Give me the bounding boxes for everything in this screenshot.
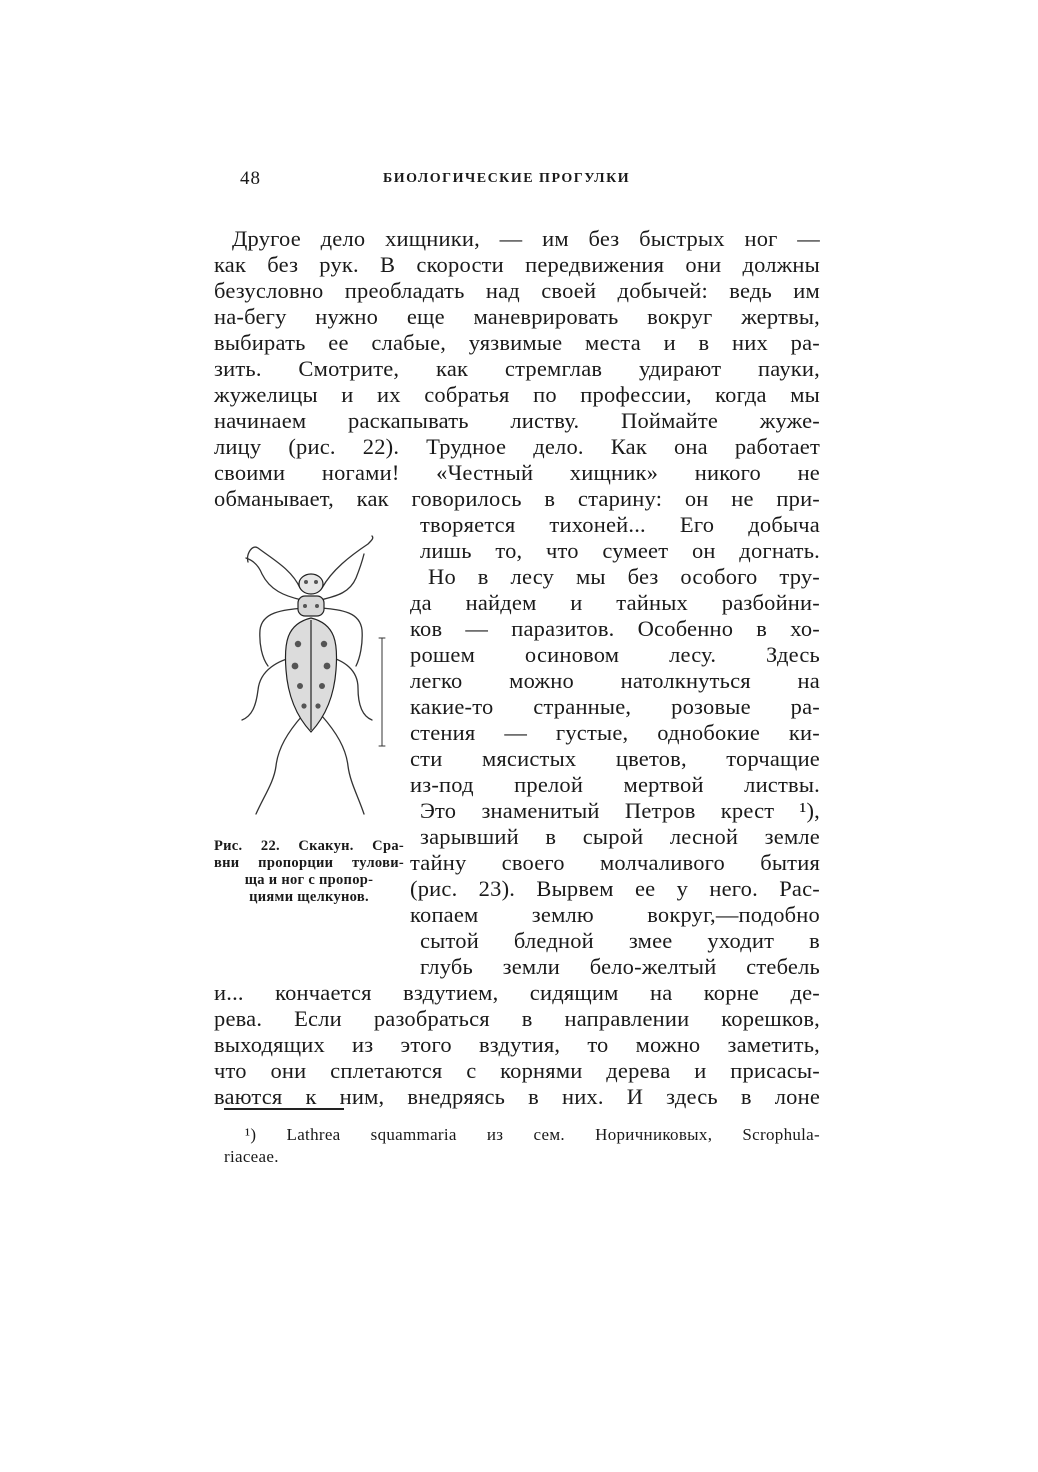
text-line: какие-то странные, розовые ра- (410, 694, 820, 719)
text-line: начинаем раскапывать листву. Поймайте жуже- (214, 408, 820, 433)
text-line: на-бегу нужно еще маневрировать вокруг жертвы, (214, 304, 820, 329)
text-line: и... кончается вздутием, сидящим на корне де- (214, 980, 820, 1005)
page-header (240, 168, 806, 192)
text-line: рева. Если разобраться в направлении корешков, (214, 1006, 820, 1031)
footnote-line: ¹) Lathrea squammaria из сем. Норичниковых, Scrophula- (245, 1125, 820, 1144)
page-number: 48 (240, 168, 261, 189)
text-line: да найдем и тайных разбойни- (410, 590, 820, 615)
text-line: зарывший в сырой лесной земле (420, 824, 820, 849)
text-line: стения — густые, однобокие ки- (410, 720, 820, 745)
caption-line: Рис. 22. Скакун. Сра- (214, 838, 404, 854)
caption-line: вни пропорции тулови- (214, 855, 404, 871)
figure-caption (214, 838, 404, 906)
text-line: творяется тихоней... Его добыча (420, 512, 820, 537)
text-line: своими ногами! «Честный хищник» никого не (214, 460, 820, 485)
text-line: рошем осиновом лесу. Здесь (410, 642, 820, 667)
text-line: ков — паразитов. Особенно в хо- (410, 616, 820, 641)
text-line: сти мясистых цветов, торчащие (410, 746, 820, 771)
footnote-rule (224, 1108, 344, 1110)
footnote (224, 1124, 820, 1168)
text-line: что они сплетаются с корнями дерева и присасы- (214, 1058, 820, 1083)
text-line: легко можно натолкнуться на (410, 668, 820, 693)
caption-line: ща и ног с пропор- (244, 872, 374, 888)
text-line: Это знаменитый Петров крест ¹), (420, 798, 820, 823)
text-line: Другое дело хищники, — им без быстрых ног — (232, 226, 820, 251)
text-line: сытой бледной змее уходит в (420, 928, 820, 953)
text-line: ваются к ним, внедряясь в них. И здесь в лоне (214, 1084, 820, 1109)
text-line: лицу (рис. 22). Трудное дело. Как она работает (214, 434, 820, 459)
text-line: выбирать ее слабые, уязвимые места и в них ра- (214, 330, 820, 355)
running-title: БИОЛОГИЧЕСКИЕ ПРОГУЛКИ (383, 171, 631, 186)
text-line: как без рук. В скорости передвижения они должны (214, 252, 820, 277)
text-line: копаем землю вокруг,—подобно (410, 902, 820, 927)
text-line: выходящих из этого вздутия, то можно заметить, (214, 1032, 820, 1057)
text-line: из-под прелой мертвой листвы. (410, 772, 820, 797)
text-line: тайну своего молчаливого бытия (410, 850, 820, 875)
caption-line: циями щелкунов. (249, 889, 369, 905)
text-line: Но в лесу мы без особого тру- (428, 564, 820, 589)
beetle-figure (222, 520, 402, 835)
text-line: глубь земли бело-желтый стебель (420, 954, 820, 979)
text-line: жужелицы и их собратья по профессии, когда мы (214, 382, 820, 407)
text-line: (рис. 23). Вырвем ее у него. Рас- (410, 876, 820, 901)
beetle-illustration (222, 520, 402, 835)
text-line: обманывает, как говорилось в старину: он не при- (214, 486, 820, 511)
text-line: лишь то, что сумеет он догнать. (420, 538, 820, 563)
text-line: зить. Смотрите, как стремглав удирают пауки, (214, 356, 820, 381)
footnote-line: riaceae. (224, 1147, 279, 1166)
text-line: безусловно преобладать над своей добычей: ведь им (214, 278, 820, 303)
